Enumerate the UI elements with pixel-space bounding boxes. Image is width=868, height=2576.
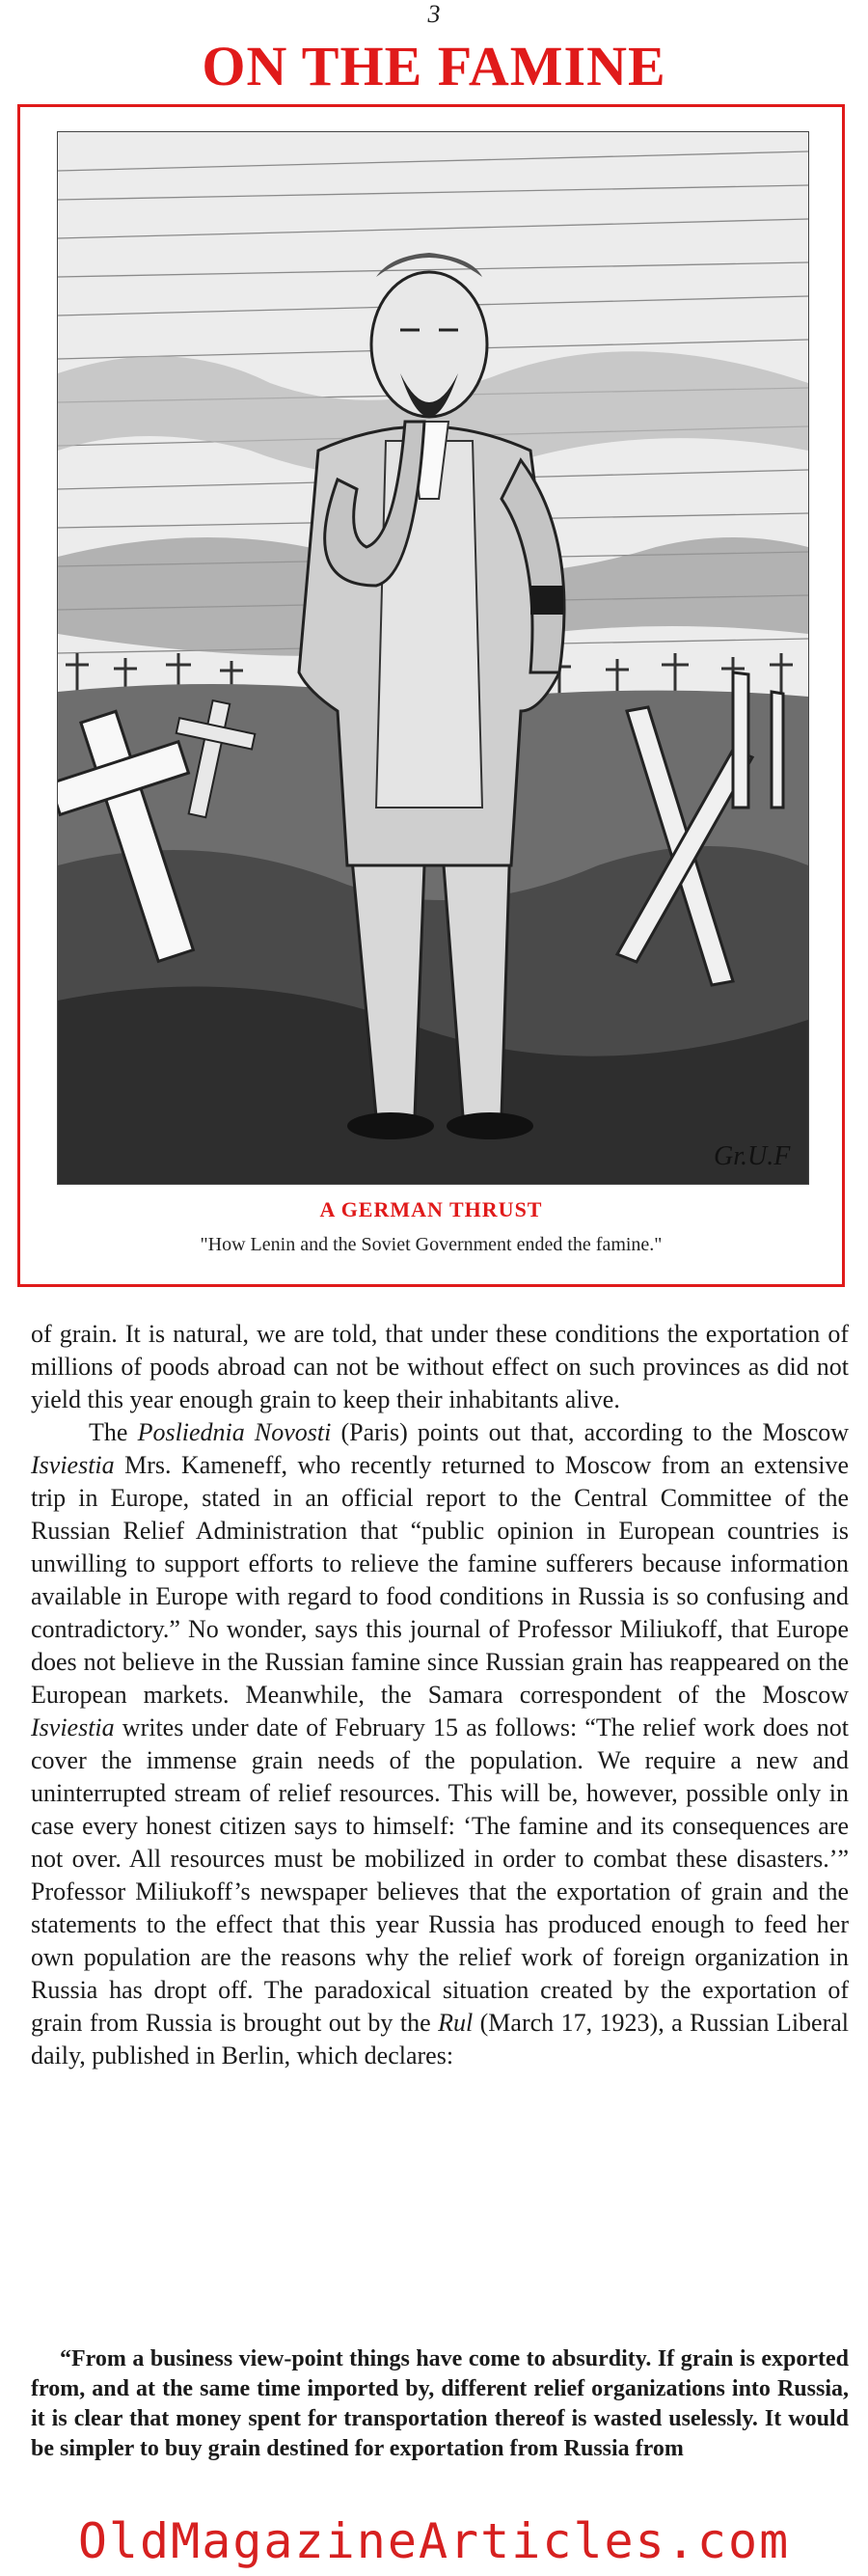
article-block-quote xyxy=(31,2344,849,2464)
article-body xyxy=(31,1318,849,2072)
p2-text-d: writes under date of February 15 as follows: “The relief work does not cover the immense grain needs of the population. We require a new and uninterrupted stream of relief resources. This will be, however, possible only in case every honest citizen says to himself: ‘The famine and its consequences are not over. All resources must be mobilized in order to combat these disasters.’” Professor Miliukoff’s newspaper believes that the exportation of grain and the statements to the effect that this year Russia has produced enough to feed her own population are the reasons why the relief work of foreign organization in Russia has dropt off. The paradoxical situation created by the exportation of grain from Russia is brought out by the xyxy=(31,1713,849,2037)
figure-caption-title: A GERMAN THRUST xyxy=(319,1197,543,1221)
figure-caption-quote: "How Lenin and the Soviet Government ended the famine." xyxy=(200,1234,663,1255)
footer-brand-watermark: OldMagazineArticles.com xyxy=(0,2507,868,2576)
page-headline: ON THE FAMINE xyxy=(202,35,666,97)
publication-rul: Rul xyxy=(438,2009,474,2037)
cartoon-figure xyxy=(17,104,845,1287)
cartoon-drawing xyxy=(58,132,808,1184)
artist-signature: Gr.U.F xyxy=(714,1141,791,1171)
p2-text-b: (Paris) points out that, according to the Moscow xyxy=(331,1418,850,1446)
cartoon-illustration xyxy=(57,131,809,1185)
p2-text-c: Mrs. Kameneff, who recently returned to Moscow from an extensive trip in Europe, stated in an official report to the Central Committee of the Russian Relief Administration that “public opinion in European countries is unwilling to support efforts to relieve the famine sufferers because information available in Europe with regard to food conditions in Russia is so confusing and contradictory.” No wonder, says this journal of Professor Miliukoff, that Europe does not believe in the Russian famine since Russian grain has reappeared on the European markets. Meanwhile, the Samara correspondent of the Moscow xyxy=(31,1451,849,1709)
article-paragraph-2 xyxy=(31,1416,849,2072)
p2-text-e: (March 17, 1923), a Russian Liberal daily, published in Berlin, which declares: xyxy=(31,2009,850,2069)
publication-isviestia: Isviestia xyxy=(31,1451,115,1479)
publication-posliednia-novosti: Posliednia Novosti xyxy=(137,1418,332,1446)
page-number: 3 xyxy=(427,0,441,28)
block-quote-text: “From a business view-point things have come to absurdity. If grain is exported from, and at the same time imported by, different relief organizations into Russia, it is clear that money spent for transportation thereof is wasted uselessly. It would be simpler to buy grain destined for exportation from Russia from xyxy=(31,2346,849,2461)
article-paragraph-1: of grain. It is natural, we are told, that under these conditions the exportation of millions of poods abroad can not be without effect on such provinces as did not yield this year enough grain to keep their inhabitants alive. xyxy=(31,1320,849,1413)
publication-isviestia-2: Isviestia xyxy=(31,1713,115,1741)
p2-text-a: The xyxy=(89,1418,138,1446)
